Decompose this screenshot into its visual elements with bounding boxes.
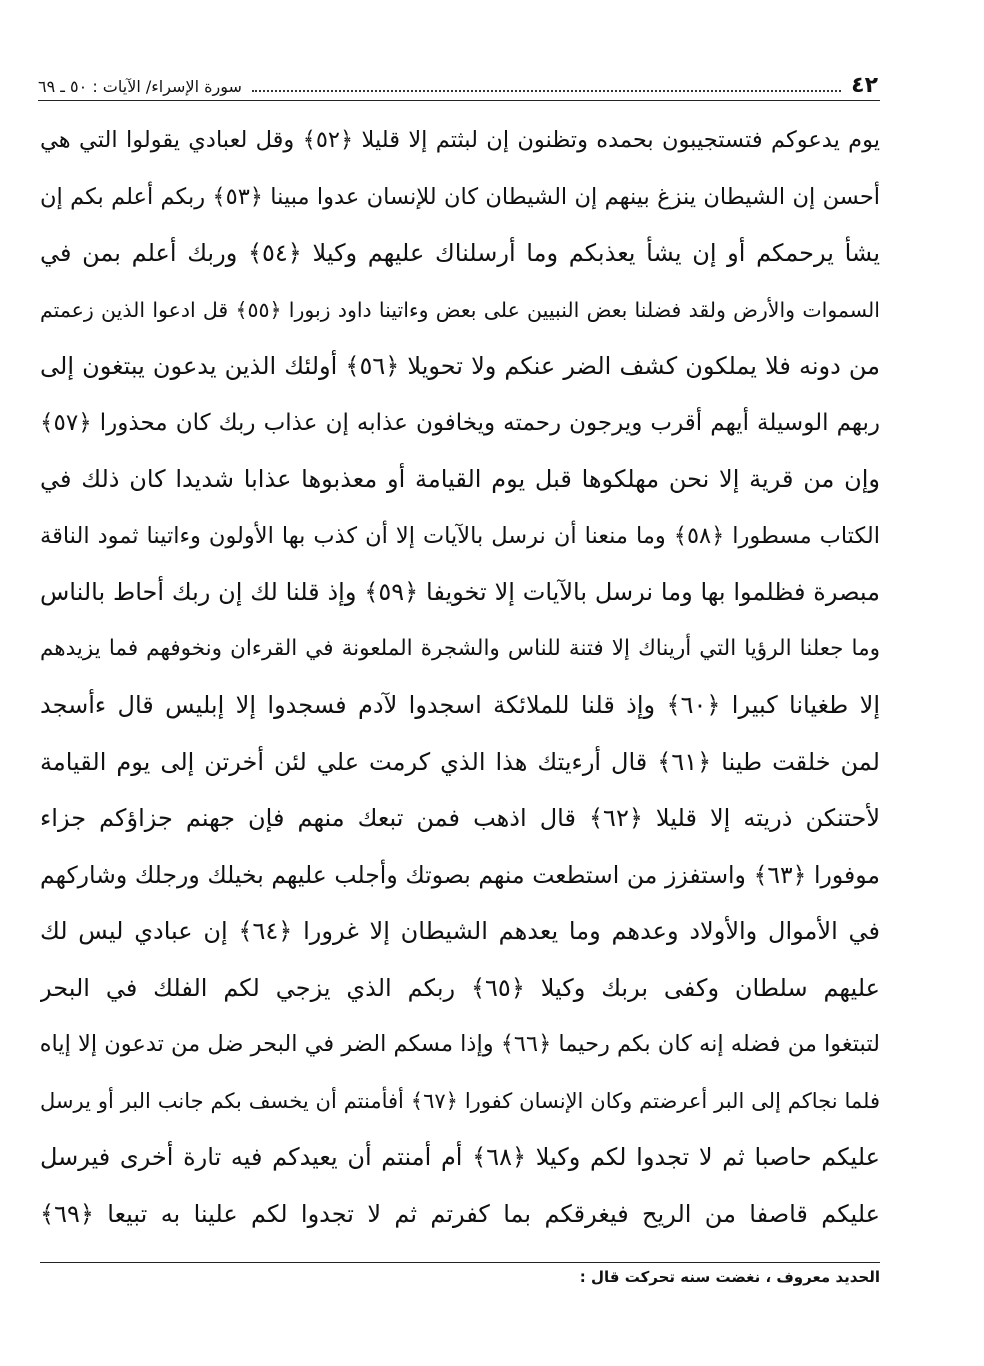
text-line: من دونه فلا يملكون كشف الضر عنكم ولا تحويلا ﴿٥٦﴾ أولئك الذين يدعون يبتغون إلى: [40, 352, 880, 380]
text-line: الكتاب مسطورا ﴿٥٨﴾ وما منعنا أن نرسل بالآيات إلا أن كذب بها الأولون وءاتينا ثمود الناقة: [40, 522, 880, 549]
text-line: إلا طغيانا كبيرا ﴿٦٠﴾ وإذ قلنا للملائكة اسجدوا لآدم فسجدوا إلا إبليس قال ءأسجد: [40, 691, 880, 719]
surah-info: سورة الإسراء/ الآيات : ٥٠ ـ ٦٩: [38, 77, 242, 96]
text-line: لمن خلقت طينا ﴿٦١﴾ قال أرءيتك هذا الذي كرمت علي لئن أخرتن إلى يوم القيامة: [40, 747, 880, 776]
text-line: يشأ يرحمكم أو إن يشأ يعذبكم وما أرسلناك عليهم وكيلا ﴿٥٤﴾ وربك أعلم بمن في: [40, 239, 880, 267]
quran-text-block: [40, 112, 880, 1242]
footnote: الحديد معروف ، نغضت سنه تحركت قال :: [579, 1268, 880, 1286]
text-line: وما جعلنا الرؤيا التي أريناك إلا فتنة للناس والشجرة الملعونة في القرءان ونخوفهم فما يزيدهم: [40, 635, 880, 661]
text-line: يوم يدعوكم فتستجيبون بحمده وتظنون إن لبثتم إلا قليلا ﴿٥٢﴾ وقل لعبادي يقولوا التي هي: [40, 127, 880, 153]
text-line: ربهم الوسيلة أيهم أقرب ويرجون رحمته ويخافون عذابه إن عذاب ربك كان محذورا ﴿٥٧﴾: [40, 409, 880, 436]
text-line: السموات والأرض ولقد فضلنا بعض النبيين على بعض وءاتينا داود زبورا ﴿٥٥﴾ قل ادعوا الذين زعمتم: [40, 297, 880, 322]
text-line: فلما نجاكم إلى البر أعرضتم وكان الإنسان كفورا ﴿٦٧﴾ أفأمنتم أن يخسف بكم جانب البر أو يرسل: [40, 1088, 880, 1113]
text-line: في الأموال والأولاد وعدهم وما يعدهم الشيطان إلا غرورا ﴿٦٤﴾ إن عبادي ليس لك: [40, 917, 880, 945]
text-line: عليهم سلطان وكفى بربك وكيلا ﴿٦٥﴾ ربكم الذي يزجي لكم الفلك في البحر: [40, 973, 880, 1002]
text-line: لتبتغوا من فضله إنه كان بكم رحيما ﴿٦٦﴾ وإذا مسكم الضر في البحر ضل من تدعون إلا إياه: [40, 1031, 880, 1057]
text-line: موفورا ﴿٦٣﴾ واستفزز من استطعت منهم بصوتك وأجلب عليهم بخيلك ورجلك وشاركهم: [40, 860, 880, 889]
footnote-divider: [40, 1262, 880, 1263]
page-number: ٤٢: [851, 73, 878, 98]
header-dotted-leader: [252, 89, 841, 92]
text-line: أحسن إن الشيطان ينزغ بينهم إن الشيطان كان للإنسان عدوا مبينا ﴿٥٣﴾ ربكم أعلم بكم إن: [40, 183, 880, 210]
text-line: عليكم حاصبا ثم لا تجدوا لكم وكيلا ﴿٦٨﴾ أم أمنتم أن يعيدكم فيه تارة أخرى فيرسل: [40, 1143, 880, 1171]
text-line: لأحتنكن ذريته إلا قليلا ﴿٦٢﴾ قال اذهب فمن تبعك منهم فإن جهنم جزاؤكم جزاء: [40, 804, 880, 832]
text-line: وإن من قرية إلا نحن مهلكوها قبل يوم القيامة أو معذبوها عذابا شديدا كان ذلك في: [40, 465, 880, 493]
text-line: مبصرة فظلموا بها وما نرسل بالآيات إلا تخويفا ﴿٥٩﴾ وإذ قلنا لك إن ربك أحاط بالناس: [40, 578, 880, 606]
text-line: عليكم قاصفا من الريح فيغرقكم بما كفرتم ثم لا تجدوا لكم علينا به تبيعا ﴿٦٩﴾: [40, 1199, 880, 1228]
page-header: [38, 66, 880, 101]
